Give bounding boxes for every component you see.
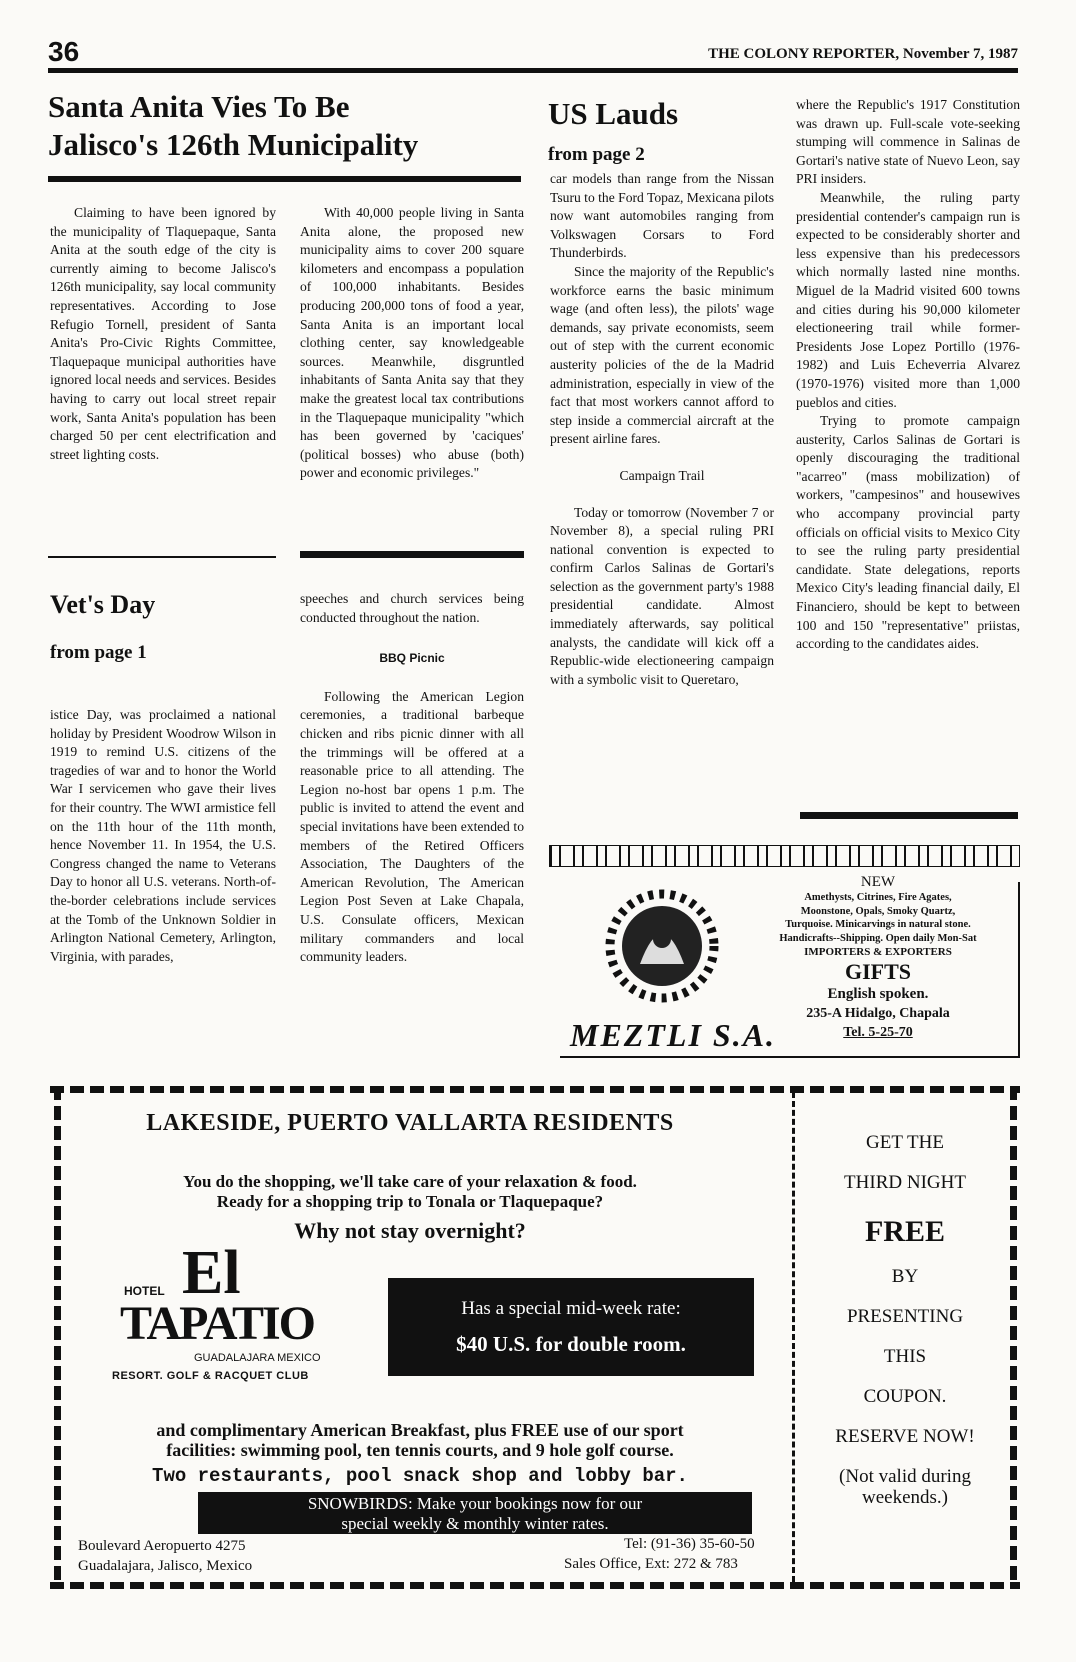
hotel-ad-line3: Why not stay overnight? (294, 1218, 526, 1243)
vets-day-jump: from page 1 (50, 642, 147, 663)
us-lauds-col3 (550, 170, 774, 689)
hotel-ad-line2: Ready for a shopping trip to Tonala or Tlaquepaque? (216, 1192, 604, 1211)
coupon-line-10: weekends.) (862, 1487, 948, 1508)
hotel-tel-2: Sales Office, Ext: 272 & 783 (564, 1556, 738, 1572)
coupon-line-7: COUPON. (863, 1386, 947, 1407)
coupon-line-8: RESERVE NOW! (835, 1426, 975, 1447)
paragraph: Meanwhile, the ruling party presidential contender's campaign run is expected to be considerably shorter and less expensive than his predecessors which normally lasted nine months. Miguel de la Madrid visited 600 towns and cities during his 90,000 kilometer electioneering trail while former-Presidents Jose Lopez Portillo (1976-1982) and Luis Echeverria Alvarez (1970-1976) visited more than 1,000 pueblos and cities. (796, 189, 1020, 410)
hotel-body-3: Two restaurants, pool snack shop and lobby bar. (152, 1465, 688, 1487)
meztli-tel: Tel. 5-25-70 (843, 1025, 913, 1040)
hotel-ad-headline: LAKESIDE, PUERTO VALLARTA RESIDENTS (146, 1110, 674, 1136)
snowbirds-line-2: special weekly & monthly winter rates. (341, 1514, 609, 1533)
paragraph: Since the majority of the Republic's workforce earns the basic minimum wage (and often less), the pilots' wage demands, say private economists, seem out of step with the current economic austerity policies of the de la Madrid administration, especially in view of the fact that most workers cannot afford to step inside a commercial aircraft at the present airline fares. (550, 263, 774, 447)
coupon-line-4: BY (891, 1266, 919, 1287)
paragraph: Claiming to have been ignored by the municipality of Tlaquepaque, Santa Anita at the south edge of the city is currently aiming to become Jalisco's 126th municipality, say local community representatives. According to Jose Refugio Tornell, president of Santa Anita's Pro-Civic Rights Committee, Tlaquepaque municipal authorities have ignored local needs and services. Besides having to carry out local street repair work, Santa Anita's population has been charged 50 per cent electrification and street lighting costs. (50, 205, 276, 462)
paragraph: speeches and church services being conducted throughout the nation. (300, 591, 524, 625)
meztli-logo-icon (590, 884, 740, 1014)
ad-border-right (1010, 1086, 1017, 1589)
hotel-address-2: Guadalajara, Jalisco, Mexico (78, 1558, 253, 1574)
snowbirds-box (198, 1492, 752, 1534)
santa-anita-headline (48, 88, 528, 164)
hotel-logo-hotel: HOTEL (124, 1284, 165, 1298)
hotel-logo (112, 1239, 380, 1390)
headline-line-2: Jalisco's 126th Municipality (48, 127, 419, 162)
santa-anita-col2 (300, 204, 524, 483)
hotel-body-1: and complimentary American Breakfast, plus FREE use of our sport (156, 1420, 684, 1440)
ad-border-top (50, 1086, 1020, 1093)
hotel-address-1: Boulevard Aeropuerto 4275 (78, 1538, 246, 1554)
campaign-trail-subhead: Campaign Trail (619, 467, 705, 483)
meztli-english: English spoken. (827, 986, 929, 1002)
coupon-divider (792, 1092, 795, 1582)
bbq-subhead: BBQ Picnic (379, 651, 445, 666)
vets-day-col1 (50, 706, 276, 966)
coupon-line-5: PRESENTING (846, 1306, 964, 1327)
hotel-ad-line1: You do the shopping, we'll take care of your relaxation & food. (183, 1172, 637, 1191)
meztli-logo-text: MEZTLI S.A. (570, 1017, 777, 1053)
meztli-gifts: GIFTS (844, 959, 912, 984)
coupon-line-6: THIS (883, 1346, 927, 1367)
meztli-new: NEW (860, 874, 896, 890)
hotel-logo-tapatio: TAPATIO (120, 1297, 315, 1350)
ad-border-left (54, 1086, 61, 1589)
ad-border-bottom (50, 1582, 1020, 1589)
us-lauds-jump: from page 2 (548, 144, 645, 165)
rate-box (388, 1278, 754, 1376)
rate-line-2: $40 U.S. for double room. (456, 1332, 686, 1356)
meztli-address: 235-A Hidalgo, Chapala (806, 1006, 950, 1021)
paragraph: car models than range from the Nissan Tsuru to the Ford Topaz, Mexicana pilots now want automobiles ranging from Volkswagen Corsars to Ford Thunderbirds. (550, 171, 774, 261)
meztli-line4: Handicrafts--Shipping. Open daily Mon-Sat (779, 932, 977, 944)
coupon-line-3: FREE (864, 1215, 945, 1248)
hotel-tel-1: Tel: (91-36) 35-60-50 (624, 1536, 755, 1552)
santa-anita-rule (48, 176, 521, 182)
meztli-line3: Turquoise. Minicarvings in natural stone. (785, 919, 971, 930)
hotel-logo-place: GUADALAJARA MEXICO (194, 1352, 321, 1364)
headline-line-1: Santa Anita Vies To Be (48, 89, 350, 124)
paragraph: Following the American Legion ceremonies, a traditional barbeque chicken and ribs picnic dinner with all the trimmings will be offered at a reasonable price to all attending. The Legion no-host bar opens 1 p.m. The public is invited to attend the event and special invitations have been extended to members of the Retired Officers Association, The Daughters of the American Revolution, The American Legion Post Seven at Lake Chapala, U.S. Consulate officers, Mexican military commanders and local community leaders. (300, 688, 524, 965)
hotel-logo-el: El (182, 1239, 241, 1307)
meztli-ad (560, 874, 1020, 1058)
greek-key-border (549, 845, 1020, 867)
snowbirds-line-1: SNOWBIRDS: Make your bookings now for our (307, 1494, 643, 1513)
hotel-logo-resort: RESORT. GOLF & RACQUET CLUB (112, 1370, 309, 1382)
rate-line-1: Has a special mid-week rate: (461, 1298, 681, 1319)
meztli-line5: IMPORTERS & EXPORTERS (804, 946, 952, 958)
coupon[interactable] (800, 1132, 1010, 1508)
coupon-line-9: (Not valid during (839, 1466, 971, 1487)
santa-anita-col1 (50, 204, 276, 464)
us-lauds-headline: US Lauds (548, 96, 679, 131)
vets-day-col2 (300, 590, 524, 967)
col4-rule (800, 812, 1018, 819)
publication-line: THE COLONY REPORTER, November 7, 1987 (708, 46, 1018, 62)
us-lauds-col4 (796, 96, 1020, 654)
paragraph: With 40,000 people living in Santa Anita alone, the proposed new municipality aims to cover 200 square kilometers and encompass a population of 100,000 inhabitants. Besides producing 200,000 tons of food a year, Santa Anita is an important local clothing center, say knowledgeable sources. Meanwhile, disgruntled inhabitants of Santa Anita say that they make the greatest local tax contributions in the Tlaquepaque municipality "which has been governed by 'caciques' (political bosses) who abuse (both) power and economic privileges." (300, 205, 524, 481)
col2-rule (300, 551, 524, 558)
meztli-line2: Moonstone, Opals, Smoky Quartz, (800, 905, 956, 917)
header-rule (48, 68, 1018, 73)
col1-rule (48, 556, 276, 558)
meztli-details (740, 874, 1016, 1042)
paragraph: where the Republic's 1917 Constitution was drawn up. Full-scale vote-seeking stumping will commence in Salinas de Gortari's native state of Nuevo Leon, say PRI insiders. (796, 97, 1020, 187)
meztli-line1: Amethysts, Citrines, Fire Agates, (804, 892, 952, 903)
coupon-line-1: GET THE (866, 1132, 944, 1153)
coupon-line-2: THIRD NIGHT (844, 1172, 966, 1193)
paragraph: Trying to promote campaign austerity, Carlos Salinas de Gortari is openly discouraging the traditional "acarreo" (mass mobilization) of workers, "campesinos" and housewives who accompany provincial party officials on official visits to Mexico City to see the ruling party presidential candidate. State delegations, reports Mexico City's leading financial daily, El Financiero, should be kept to between 100 and 150 "representative" priistas, according to the candidates aides. (796, 413, 1020, 652)
vets-day-headline: Vet's Day (50, 590, 156, 619)
page-number: 36 (48, 36, 80, 67)
paragraph: Today or tomorrow (November 7 or November 8), a special ruling PRI national convention is expected to confirm Carlos Salinas de Gortari's selection as the government party's 1988 presidential candidate. Almost immediately afterwards, say political analysts, the candidate will kick off a Republic-wide electioneering campaign with a symbolic visit to Queretaro, (550, 504, 774, 687)
hotel-body-2: facilities: swimming pool, ten tennis courts, and 9 hole golf course. (166, 1440, 674, 1460)
paragraph: istice Day, was proclaimed a national holiday by President Woodrow Wilson in 1919 to remind U.S. citizens of the tragedies of war and to honor the World War I servicemen who gave their lives for their country. The WWI armistice fell on the 11th hour of the 11th month, hence November 11. In 1954, the U.S. Congress changed the name to Veterans Day to honor all U.S. veterans. North-of-the-border celebrations include services at the Tomb of the Unknown Soldier in Arlington National Cemetery, Arlington, Virginia, with parades, (50, 707, 276, 964)
